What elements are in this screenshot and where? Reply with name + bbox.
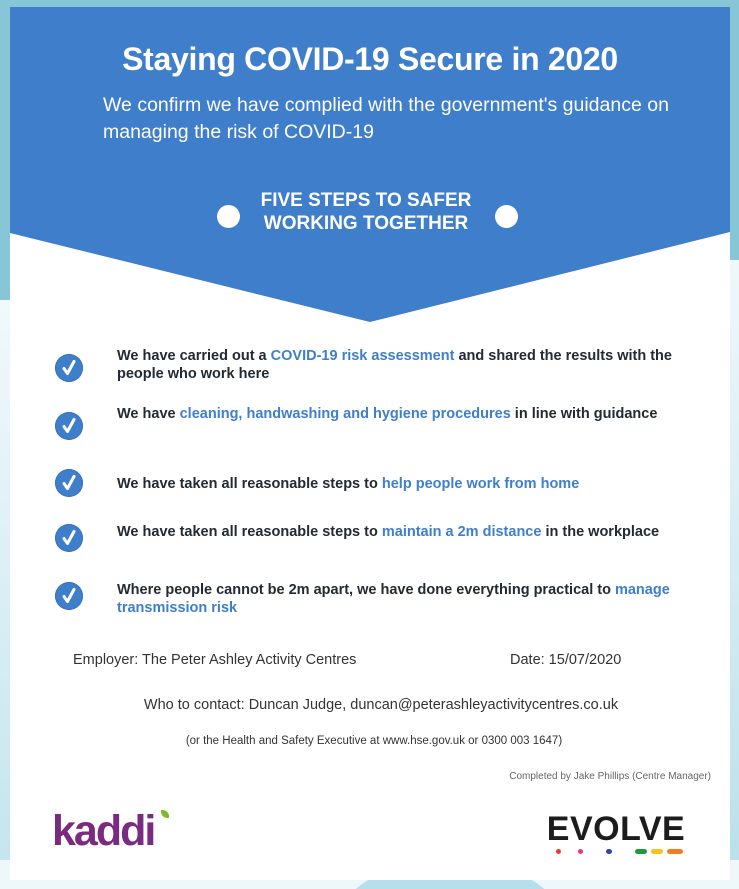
logo-dot-icon <box>556 849 561 854</box>
kaddi-logo-wordmark: kaddi <box>52 807 155 855</box>
checklist-text-part: and shared the results with the people who work here <box>117 348 672 382</box>
checklist-text-part: Where people cannot be 2m apart, we have done everything practical to <box>117 582 615 598</box>
checklist-text <box>117 347 717 383</box>
date-text: Date: 15/07/2020 <box>510 652 622 668</box>
logo-dot-icon <box>667 849 683 854</box>
checklist-text-part: We have <box>117 406 180 422</box>
checklist-text-part: We have taken all reasonable steps to <box>117 476 382 492</box>
logo-dot-icon <box>651 849 663 854</box>
contact-text: Who to contact: Duncan Judge, duncan@peterashleyactivitycentres.co.uk <box>143 697 619 713</box>
checklist-highlight: maintain a 2m distance <box>381 524 542 540</box>
notice-card <box>10 7 730 880</box>
checklist-highlight: help people work from home <box>381 476 580 492</box>
employer-text: Employer: The Peter Ashley Activity Centres <box>73 652 357 668</box>
check-circle-icon <box>55 354 83 382</box>
steps-heading-text <box>246 189 486 235</box>
check-circle-icon <box>55 412 83 440</box>
checklist-highlight: manage transmission risk <box>117 582 670 616</box>
check-circle-icon <box>55 524 83 552</box>
checklist-text-part: in line with guidance <box>510 406 658 422</box>
bullet-dot-icon <box>217 205 240 228</box>
steps-heading-line1: FIVE STEPS TO SAFER <box>260 190 472 211</box>
page-subtitle: We confirm we have complied with the government's guidance on managing the risk of COVID-19 <box>103 94 669 143</box>
checklist-text-part: We have carried out a <box>117 348 271 364</box>
steps-heading <box>10 189 730 241</box>
evolve-logo-wordmark: EVOLVE <box>546 810 686 848</box>
checklist-text-part: in the workplace <box>541 524 660 540</box>
logo-dot-icon <box>635 849 647 854</box>
checklist-text <box>117 475 717 493</box>
completed-by-text: Completed by Jake Phillips (Centre Manager) <box>509 771 711 782</box>
leaf-icon <box>161 810 169 818</box>
check-circle-icon <box>55 582 83 610</box>
header-banner <box>10 7 730 323</box>
checklist-text <box>117 581 717 617</box>
page-title: Staying COVID-19 Secure in 2020 <box>122 41 618 77</box>
check-circle-icon <box>55 469 83 497</box>
bullet-dot-icon <box>495 205 518 228</box>
logo-dot-icon <box>606 849 612 854</box>
evolve-logo <box>546 811 686 859</box>
checklist-highlight: COVID-19 risk assessment <box>270 348 455 364</box>
checklist-text <box>117 405 717 423</box>
hse-text: (or the Health and Safety Executive at www.hse.gov.uk or 0300 003 1647) <box>185 735 563 747</box>
evolve-logo-dots <box>546 849 686 855</box>
kaddi-logo <box>52 807 182 859</box>
checklist-text <box>117 523 717 541</box>
checklist-text-part: We have taken all reasonable steps to <box>117 524 382 540</box>
steps-heading-line2: WORKING TOGETHER <box>263 213 469 234</box>
logo-dot-icon <box>578 849 583 854</box>
checklist-highlight: cleaning, handwashing and hygiene procedures <box>179 406 511 422</box>
